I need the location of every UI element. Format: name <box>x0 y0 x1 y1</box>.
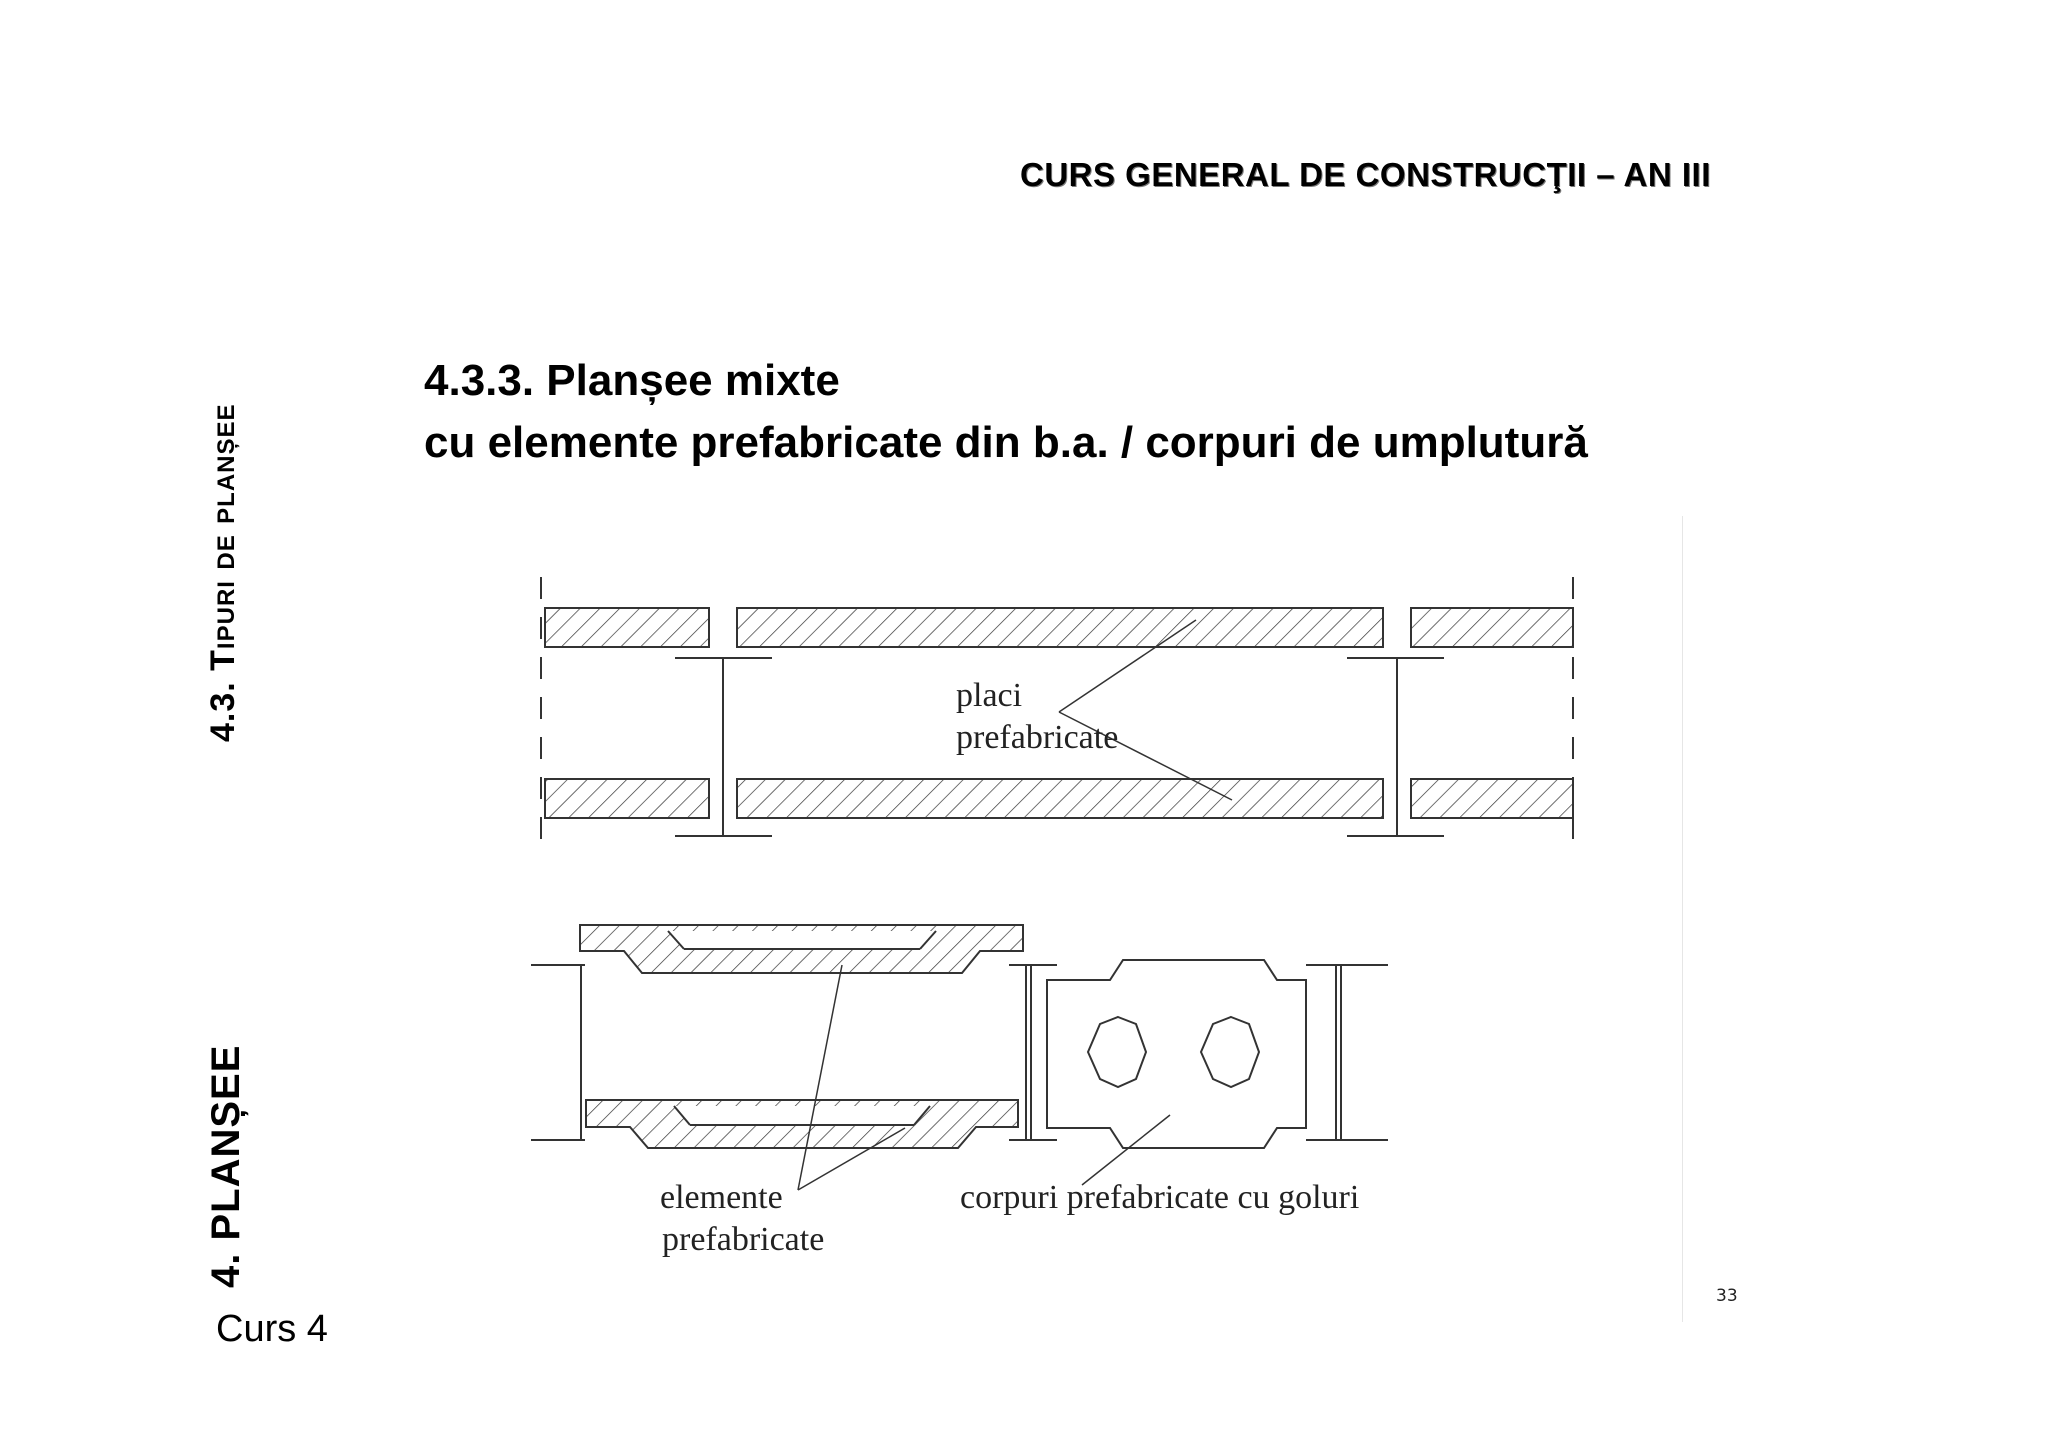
chapter-side-label: 4. PLANȘEE <box>204 1044 248 1288</box>
label-placi-line2: prefabricate <box>956 719 1119 756</box>
top-slab-left <box>545 608 709 647</box>
steel-beam-lower-left <box>531 965 585 1140</box>
section-side-prefix: 4.3. T <box>204 649 242 742</box>
slide-title-line-2: cu elemente prefabricate din b.a. / corpuri de umplutură <box>424 418 1588 467</box>
slide-title-line-1: 4.3.3. Planșee mixte <box>424 356 840 405</box>
hollow-void-left <box>1088 1017 1146 1087</box>
upper-diagram <box>541 577 1573 845</box>
course-tag: Curs 4 <box>216 1308 328 1350</box>
top-slab-right <box>1411 608 1573 647</box>
label-corpuri: corpuri prefabricate cu goluri <box>960 1179 1360 1216</box>
course-title: CURS GENERAL DE CONSTRUCŢII – AN III <box>1020 156 1711 193</box>
bottom-slab-left <box>545 779 709 818</box>
label-elemente-line1: elemente <box>660 1179 783 1216</box>
label-elemente-line2: prefabricate <box>662 1221 825 1258</box>
section-side-rest: ipuri de planșee <box>204 403 242 650</box>
hollow-void-right <box>1201 1017 1259 1087</box>
top-slab-middle <box>737 608 1383 647</box>
lower-diagram <box>531 925 1388 1190</box>
hollow-filler-block <box>1047 960 1306 1148</box>
label-placi-line1: placi <box>956 677 1023 714</box>
bottom-slab-middle <box>737 779 1383 818</box>
bottom-slab-right <box>1411 779 1573 818</box>
steel-beam-lower-right <box>1306 965 1388 1140</box>
page-number: 33 <box>1716 1286 1738 1306</box>
